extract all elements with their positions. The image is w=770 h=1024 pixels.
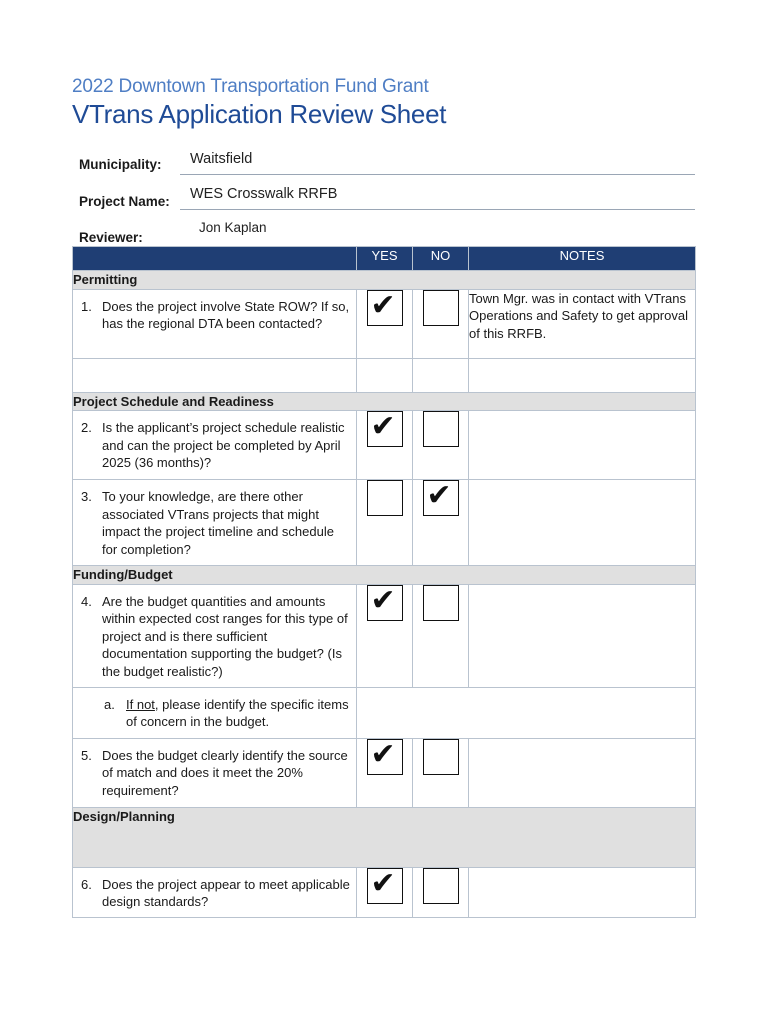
project-name-label: Project Name: — [79, 194, 170, 209]
blank-cell — [469, 358, 696, 392]
notes-cell-wide[interactable] — [357, 687, 696, 738]
yes-cell — [357, 738, 413, 807]
question-cell — [73, 289, 357, 358]
notes-cell[interactable] — [469, 738, 696, 807]
section-row — [73, 271, 696, 290]
question-text-rest: , please identify the specific items of concern in the budget. — [126, 696, 349, 729]
section-design: Design/Planning — [73, 807, 696, 867]
section-row — [73, 566, 696, 585]
section-funding: Funding/Budget — [73, 566, 696, 585]
checkmark-icon: ✔ — [370, 409, 396, 444]
notes-cell[interactable] — [469, 480, 696, 566]
question-number: 4. — [81, 593, 92, 609]
question-text: To your knowledge, are there other associated VTrans projects that might impact the project timeline and schedule for completion? — [102, 489, 334, 557]
yes-checkbox[interactable] — [367, 582, 403, 621]
col-notes-header: NOTES — [469, 247, 696, 271]
blank-cell — [73, 358, 357, 392]
yes-checkbox[interactable] — [367, 287, 403, 326]
question-number: 3. — [81, 489, 92, 504]
table-row — [73, 358, 696, 392]
no-checkbox[interactable] — [423, 739, 459, 775]
form-title: VTrans Application Review Sheet — [72, 99, 447, 129]
section-row — [73, 807, 696, 867]
question-text: Does the budget clearly identify the source of match and does it meet the 20% requirement? — [102, 747, 348, 798]
question-cell — [73, 687, 357, 738]
checkmark-icon: ✔ — [370, 865, 396, 901]
table-header-row — [73, 247, 696, 271]
yes-cell — [357, 289, 413, 358]
municipality-field[interactable]: Waitsfield — [190, 151, 253, 167]
yes-checkbox[interactable] — [367, 736, 403, 775]
blank-cell — [357, 358, 413, 392]
section-schedule: Project Schedule and Readiness — [73, 392, 696, 411]
notes-cell[interactable] — [469, 411, 696, 480]
question-cell — [73, 411, 357, 480]
yes-cell — [357, 480, 413, 566]
no-checkbox[interactable] — [423, 290, 459, 326]
review-table — [72, 246, 696, 918]
question-text: Is the applicant’s project schedule realistic and can the project be completed by April 2025 (36 months)? — [102, 420, 345, 470]
notes-cell[interactable] — [469, 584, 696, 687]
municipality-underline — [180, 174, 695, 175]
no-cell — [413, 738, 469, 807]
yes-checkbox[interactable] — [367, 865, 403, 904]
question-text: Are the budget quantities and amounts within expected cost ranges for this type of project and is there sufficient documentation supporting the budget? (Is the budget realistic?) — [102, 593, 348, 679]
table-row — [73, 480, 696, 566]
no-cell — [413, 584, 469, 687]
checkmark-icon: ✔ — [370, 582, 396, 618]
table-row — [73, 738, 696, 807]
question-number: 1. — [81, 298, 92, 314]
question-number: 6. — [81, 876, 92, 892]
yes-checkbox[interactable] — [367, 480, 403, 516]
no-checkbox[interactable] — [423, 585, 459, 621]
form-subtitle: 2022 Downtown Transportation Fund Grant — [72, 76, 429, 97]
question-cell — [73, 584, 357, 687]
table-row — [73, 687, 696, 738]
header-blank — [73, 247, 357, 271]
col-yes-header: YES — [357, 247, 413, 271]
question-cell — [73, 738, 357, 807]
no-cell — [413, 411, 469, 480]
checkmark-icon: ✔ — [370, 736, 396, 772]
municipality-label: Municipality: — [79, 157, 162, 172]
question-number: a. — [104, 696, 115, 712]
no-cell — [413, 867, 469, 917]
col-no-header: NO — [413, 247, 469, 271]
question-text: Does the project involve State ROW? If so, has the regional DTA been contacted? — [102, 298, 350, 331]
project-name-underline — [180, 209, 695, 210]
no-checkbox[interactable] — [423, 480, 459, 516]
reviewer-label: Reviewer: — [79, 230, 143, 245]
yes-checkbox[interactable] — [367, 411, 403, 447]
if-not-underlined: If not — [126, 696, 155, 712]
table-row — [73, 584, 696, 687]
question-number: 5. — [81, 747, 92, 763]
question-number: 2. — [81, 420, 92, 435]
reviewer-field[interactable]: Jon Kaplan — [199, 220, 267, 235]
no-checkbox[interactable] — [423, 868, 459, 904]
checkmark-icon: ✔ — [370, 287, 396, 323]
table-row — [73, 289, 696, 358]
blank-cell — [413, 358, 469, 392]
yes-cell — [357, 867, 413, 917]
notes-cell[interactable] — [469, 867, 696, 917]
table-row — [73, 867, 696, 917]
question-cell — [73, 480, 357, 566]
question-text: Does the project appear to meet applicable design standards? — [102, 876, 350, 909]
question-cell — [73, 867, 357, 917]
yes-cell — [357, 411, 413, 480]
no-checkbox[interactable] — [423, 411, 459, 447]
section-permitting: Permitting — [73, 271, 696, 290]
question-text — [126, 696, 350, 731]
no-cell — [413, 480, 469, 566]
project-name-field[interactable]: WES Crosswalk RRFB — [190, 186, 338, 202]
checkmark-icon: ✔ — [426, 478, 452, 513]
no-cell — [413, 289, 469, 358]
notes-cell[interactable]: Town Mgr. was in contact with VTrans Operations and Safety to get approval of this RRFB. — [469, 289, 696, 358]
table-row — [73, 411, 696, 480]
section-row — [73, 392, 696, 411]
yes-cell — [357, 584, 413, 687]
